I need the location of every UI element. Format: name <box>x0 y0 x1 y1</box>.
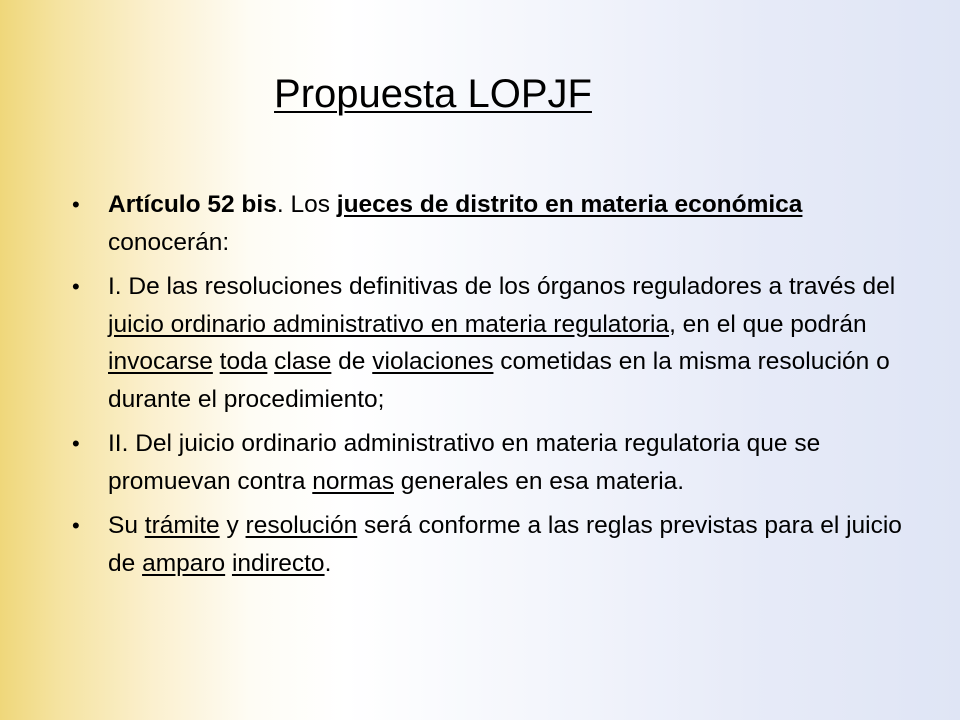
list-item <box>70 425 930 500</box>
text-run: será conforme a las reglas previstas para el juicio de <box>108 512 902 577</box>
text-run: trámite <box>144 512 220 539</box>
text-run: toda <box>219 348 268 375</box>
bullet-icon: • <box>72 513 80 538</box>
text-run: generales en esa materia. <box>393 467 685 495</box>
list-item <box>70 507 930 582</box>
text-run: de <box>331 348 373 375</box>
text-run: I. De las resoluciones definitivas de los órganos reguladores a través del <box>108 273 896 300</box>
text-run: normas <box>312 467 394 495</box>
text-run: juicio ordinario administrativo en materia regulatoria <box>108 310 670 338</box>
bullet-list <box>70 186 930 589</box>
text-run: Su <box>108 512 145 539</box>
text-run: amparo <box>142 549 226 577</box>
text-run: conocerán: <box>108 228 230 256</box>
text-run: indirecto <box>231 549 325 577</box>
text-run: clase <box>274 348 332 375</box>
text-run: invocarse <box>108 348 213 375</box>
list-item <box>70 268 930 418</box>
list-item <box>70 186 930 261</box>
text-run: y <box>219 512 246 539</box>
text-run: . <box>324 549 332 577</box>
text-run: II. Del juicio ordinario administrativo en materia regulatoria que se promuevan contra <box>108 430 821 495</box>
bullet-icon: • <box>72 192 80 217</box>
text-run: resolución <box>245 512 358 539</box>
text-run: , en el que podrán <box>669 310 867 338</box>
text-run: . Los <box>276 191 337 218</box>
slide-title: Propuesta LOPJF <box>274 72 592 116</box>
text-run: jueces de distrito en materia económica <box>336 191 803 218</box>
text-run <box>213 348 220 375</box>
text-run <box>225 550 232 577</box>
text-run: cometidas en la misma resolución o durante el procedimiento; <box>108 348 890 413</box>
text-run: Artículo 52 bis <box>108 191 277 218</box>
bullet-icon: • <box>72 431 80 456</box>
text-run: violaciones <box>372 348 494 375</box>
bullet-icon: • <box>72 274 80 299</box>
